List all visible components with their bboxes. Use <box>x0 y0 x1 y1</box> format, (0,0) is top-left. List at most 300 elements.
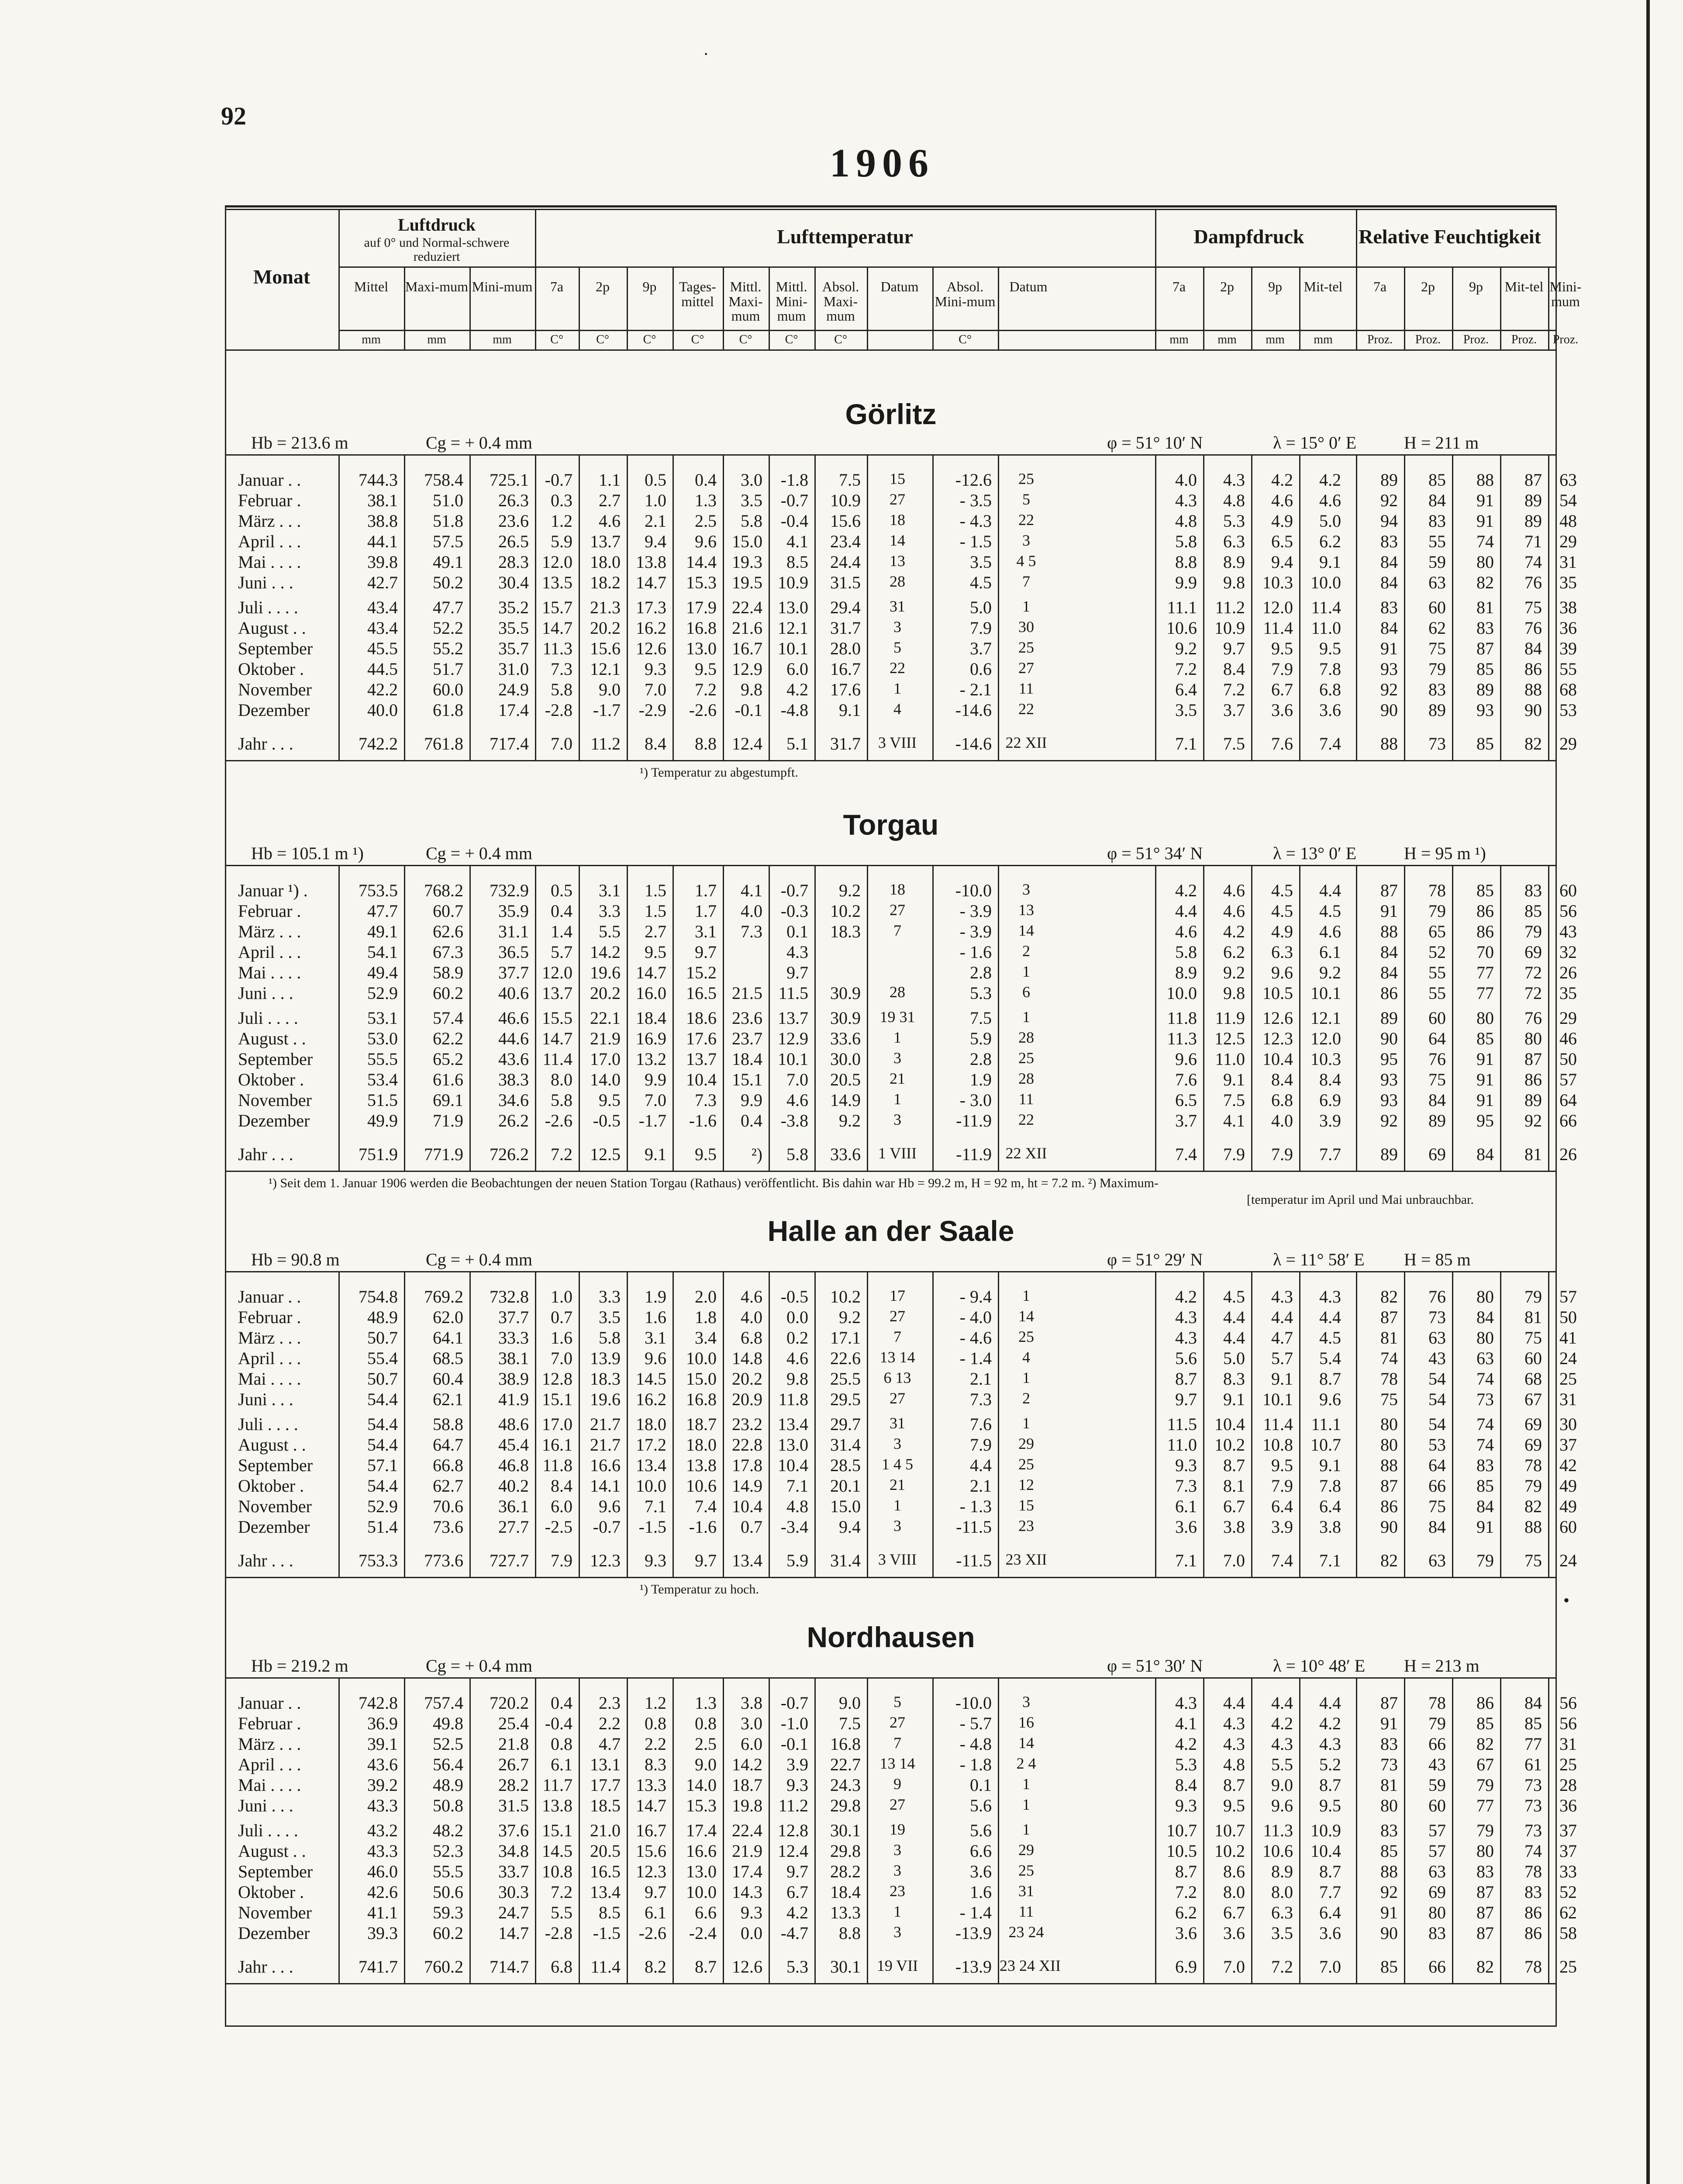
table-cell: 4.2 <box>1175 881 1197 900</box>
table-cell: 21.3 <box>590 598 621 617</box>
section-footnote: ¹) Temperatur zu hoch. <box>640 1582 759 1597</box>
table-cell: 29.7 <box>830 1414 861 1434</box>
month-label: Februar . <box>238 901 301 921</box>
table-cell: -0.3 <box>780 901 808 921</box>
table-cell: 23.2 <box>732 1414 762 1434</box>
table-cell: 88 <box>1524 680 1542 699</box>
table-cell: 11.7 <box>542 1775 572 1795</box>
table-cell: 76 <box>1524 1008 1542 1028</box>
table-cell: -2.5 <box>545 1517 572 1537</box>
column-rule <box>1203 266 1204 349</box>
table-cell: 8.7 <box>1319 1862 1341 1881</box>
table-cell: 9.6 <box>695 532 717 551</box>
table-cell: 3.8 <box>1223 1517 1245 1537</box>
table-cell: 16.9 <box>636 1029 666 1048</box>
table-cell: 71 <box>1524 532 1542 551</box>
table-row <box>225 901 1577 921</box>
table-cell: 85 <box>1476 734 1494 753</box>
table-cell: 9.3 <box>741 1903 762 1922</box>
table-row <box>225 470 1577 490</box>
table-cell: 14.9 <box>732 1476 762 1496</box>
table-cell: 9.9 <box>1175 573 1197 592</box>
table-cell: - 5.7 <box>959 1714 992 1733</box>
table-cell: 4.7 <box>1271 1328 1293 1348</box>
table-cell: 3.6 <box>1223 1923 1245 1943</box>
table-cell: 9.6 <box>1175 1049 1197 1069</box>
table-cell: 34.6 <box>498 1090 529 1110</box>
table-cell: 79 <box>1428 1714 1446 1733</box>
table-cell: 9.4 <box>839 1517 861 1537</box>
table-cell: 43 <box>1559 922 1577 941</box>
table-cell: 13.0 <box>686 1862 717 1881</box>
table-cell: 29.8 <box>830 1841 861 1861</box>
table-cell: 8.1 <box>1223 1476 1245 1496</box>
table-cell: 28 <box>1018 1070 1034 1087</box>
table-row <box>225 1713 1577 1733</box>
table-cell: 21.5 <box>732 983 762 1003</box>
table-cell: 12.9 <box>732 659 762 679</box>
table-cell: 35.2 <box>498 598 529 617</box>
table-cell: 85 <box>1524 901 1542 921</box>
table-cell: 60.7 <box>433 901 463 921</box>
table-cell: 41.1 <box>367 1903 398 1922</box>
month-label: September <box>238 639 313 658</box>
table-cell: 8.4 <box>1175 1775 1197 1795</box>
column-header: Mini-mum <box>1549 279 1582 309</box>
table-cell: 38.1 <box>367 491 398 510</box>
table-cell: 13.0 <box>778 1435 808 1455</box>
table-cell: 66 <box>1428 1957 1446 1977</box>
table-cell: 74 <box>1476 532 1494 551</box>
table-row <box>225 597 1577 617</box>
table-cell: 18.3 <box>590 1369 621 1389</box>
table-cell: 91 <box>1476 511 1494 531</box>
table-cell: -0.4 <box>545 1714 572 1733</box>
column-unit: mm <box>1314 333 1333 346</box>
table-cell: 8.7 <box>1175 1862 1197 1881</box>
table-cell: 24.9 <box>498 680 529 699</box>
table-cell: 84 <box>1524 1693 1542 1713</box>
table-cell: 21 <box>890 1070 905 1087</box>
table-cell: 7.1 <box>1175 1551 1197 1570</box>
table-cell: 3 <box>893 1111 901 1128</box>
table-row <box>225 531 1577 551</box>
table-cell: 15.6 <box>590 639 621 658</box>
table-row <box>225 679 1577 699</box>
table-cell: 51.8 <box>433 511 463 531</box>
table-cell: 85 <box>1476 881 1494 900</box>
table-cell: - 1.5 <box>959 532 992 551</box>
table-cell: 10.2 <box>830 1287 861 1306</box>
table-cell: 33.3 <box>498 1328 529 1348</box>
table-cell: 3 VIII <box>878 1551 917 1568</box>
month-label: Februar . <box>238 491 301 510</box>
table-cell: 84 <box>1380 963 1398 982</box>
table-cell: 6.9 <box>1175 1957 1197 1977</box>
table-cell: 21.6 <box>732 618 762 638</box>
table-cell: 4.5 <box>1223 1287 1245 1306</box>
table-cell: 7.0 <box>1223 1551 1245 1570</box>
table-cell: 2 4 <box>1016 1755 1036 1772</box>
table-cell: 6.1 <box>551 1755 572 1774</box>
table-cell: 12.3 <box>590 1551 621 1570</box>
table-cell: 29 <box>1559 532 1577 551</box>
table-cell: 5.6 <box>1175 1348 1197 1368</box>
table-cell: 18.3 <box>830 922 861 941</box>
table-cell: 13.7 <box>590 532 621 551</box>
table-cell: -0.4 <box>780 511 808 531</box>
table-cell: 7 <box>893 1734 901 1752</box>
table-cell: 86 <box>1524 1903 1542 1922</box>
table-cell: 12 <box>1018 1476 1034 1493</box>
table-cell: 6.4 <box>1175 680 1197 699</box>
table-cell: 6.7 <box>1223 1496 1245 1516</box>
table-cell: 56.4 <box>433 1755 463 1774</box>
table-cell: 9.3 <box>645 659 666 679</box>
table-cell: 15.2 <box>686 963 717 982</box>
table-cell: 74 <box>1380 1348 1398 1368</box>
table-cell: 15.3 <box>686 573 717 592</box>
month-label: Mai . . . . <box>238 963 301 982</box>
table-cell: 7.2 <box>1271 1957 1293 1977</box>
table-cell: 3.4 <box>695 1328 717 1348</box>
table-cell: 7.1 <box>786 1476 808 1496</box>
table-cell: - 3.9 <box>959 901 992 921</box>
table-cell: 52 <box>1428 942 1446 962</box>
table-cell: 36.5 <box>498 942 529 962</box>
table-cell: 67 <box>1476 1755 1494 1774</box>
table-cell: 22 <box>890 659 905 677</box>
table-cell: 20.2 <box>732 1369 762 1389</box>
table-cell: - 4.8 <box>959 1734 992 1754</box>
table-cell: 9.2 <box>1175 639 1197 658</box>
table-cell: 4.3 <box>1319 1287 1341 1306</box>
table-cell: 64 <box>1559 1090 1577 1110</box>
table-cell: 12.0 <box>1311 1029 1341 1048</box>
table-cell: 4.2 <box>786 680 808 699</box>
table-cell: 55.2 <box>433 639 463 658</box>
table-cell: 2.3 <box>599 1693 621 1713</box>
header-lufttemperatur: Lufttemperatur <box>777 225 913 248</box>
table-cell: 91 <box>1380 1714 1398 1733</box>
table-cell: 75 <box>1524 598 1542 617</box>
table-cell: 17.1 <box>830 1328 861 1348</box>
table-cell: -10.0 <box>955 881 992 900</box>
table-cell: 31 <box>1559 552 1577 572</box>
table-cell: 7.6 <box>1175 1070 1197 1089</box>
table-cell: 19.6 <box>590 963 621 982</box>
table-cell: 36.1 <box>498 1496 529 1516</box>
table-cell: 10.0 <box>686 1882 717 1902</box>
table-cell: 79 <box>1476 1821 1494 1840</box>
table-cell: 22 XII <box>1005 734 1047 751</box>
table-cell: -2.6 <box>638 1923 666 1943</box>
month-label: Januar . . <box>238 1693 301 1713</box>
table-cell: 55.5 <box>367 1049 398 1069</box>
table-cell: 1.3 <box>695 491 717 510</box>
table-cell: 18.0 <box>686 1435 717 1455</box>
table-cell: 27.7 <box>498 1517 529 1537</box>
table-cell: 0.7 <box>551 1307 572 1327</box>
table-cell: 8.8 <box>1175 552 1197 572</box>
table-cell: 69 <box>1428 1882 1446 1902</box>
table-cell: 3.3 <box>599 901 621 921</box>
table-cell: 39.2 <box>367 1775 398 1795</box>
table-cell: 80 <box>1380 1435 1398 1455</box>
table-cell: 5.9 <box>786 1551 808 1570</box>
table-cell: 37 <box>1559 1435 1577 1455</box>
table-cell: 1.6 <box>970 1882 992 1902</box>
table-cell: 63 <box>1428 1551 1446 1570</box>
table-cell: 3.6 <box>970 1862 992 1881</box>
table-cell: 3 <box>1022 532 1030 549</box>
table-cell: 54 <box>1559 491 1577 510</box>
table-cell: 8.2 <box>645 1957 666 1977</box>
month-label: Dezember <box>238 1111 310 1130</box>
table-cell: 25.5 <box>830 1369 861 1389</box>
table-cell: 758.4 <box>424 470 463 490</box>
table-cell: 11.3 <box>1167 1029 1197 1048</box>
table-cell: 9.6 <box>1271 1796 1293 1815</box>
table-cell: -1.5 <box>593 1923 621 1943</box>
table-cell: 741.7 <box>359 1957 398 1977</box>
table-cell: 717.4 <box>490 734 529 753</box>
table-cell: 3.1 <box>695 922 717 941</box>
table-cell: 43.3 <box>367 1796 398 1815</box>
table-cell: 14.7 <box>636 963 666 982</box>
table-cell: 30.1 <box>830 1821 861 1840</box>
table-cell: 55.4 <box>367 1348 398 1368</box>
table-cell: 3.6 <box>1175 1517 1197 1537</box>
table-cell: 60 <box>1524 1348 1542 1368</box>
table-cell: 7.9 <box>1271 1144 1293 1164</box>
table-cell: 4.5 <box>970 573 992 592</box>
table-cell: 7.0 <box>551 1348 572 1368</box>
table-cell: 4.6 <box>786 1090 808 1110</box>
table-cell: 5.1 <box>786 734 808 753</box>
table-cell: 0.4 <box>741 1111 762 1130</box>
table-cell: 732.8 <box>490 1287 529 1306</box>
table-cell: 19.8 <box>732 1796 762 1815</box>
table-cell: 8.4 <box>645 734 666 753</box>
table-cell: 27 <box>890 1796 905 1813</box>
table-cell: 14 <box>890 532 905 549</box>
table-cell: 1.0 <box>551 1287 572 1306</box>
table-cell: 38.3 <box>498 1070 529 1089</box>
table-cell: 6.8 <box>551 1957 572 1977</box>
table-cell: 12.3 <box>636 1862 666 1881</box>
table-cell: 3.6 <box>1175 1923 1197 1943</box>
column-header: 9p <box>1268 279 1282 294</box>
table-cell: 3 <box>893 618 901 636</box>
table-cell: 81 <box>1524 1144 1542 1164</box>
table-cell: 83 <box>1380 532 1398 551</box>
table-cell: 30.9 <box>830 983 861 1003</box>
table-cell: 95 <box>1476 1111 1494 1130</box>
table-cell: 1 <box>1022 1414 1030 1432</box>
table-cell: 44.1 <box>367 532 398 551</box>
station-title: Görlitz <box>845 398 937 430</box>
table-cell: 23 24 <box>1008 1923 1044 1941</box>
table-cell: 31 <box>1559 1734 1577 1754</box>
table-cell: 6.0 <box>786 659 808 679</box>
station-cg: Cg = + 0.4 mm <box>426 433 533 453</box>
table-cell: 83 <box>1428 1923 1446 1943</box>
table-cell: 5.5 <box>551 1903 572 1922</box>
table-cell: 75 <box>1428 1070 1446 1089</box>
table-row <box>225 733 1577 753</box>
table-cell: 9.1 <box>1319 1455 1341 1475</box>
table-cell: 35.7 <box>498 639 529 658</box>
table-cell: 55 <box>1428 532 1446 551</box>
table-cell: 93 <box>1380 1090 1398 1110</box>
table-cell: -2.8 <box>545 1923 572 1943</box>
section-footnote-cont: [temperatur im April und Mai unbrauchbar. <box>1247 1192 1474 1207</box>
table-cell: -1.5 <box>638 1517 666 1537</box>
table-cell: 74 <box>1524 552 1542 572</box>
table-cell: 3 <box>893 1517 901 1534</box>
table-cell: 86 <box>1380 983 1398 1003</box>
table-cell: 14.4 <box>686 552 717 572</box>
table-cell: 5.0 <box>970 598 992 617</box>
month-label: Juni . . . <box>238 983 293 1003</box>
table-cell: 78 <box>1524 1957 1542 1977</box>
table-cell: 69 <box>1524 1414 1542 1434</box>
table-cell: 23 <box>890 1882 905 1900</box>
table-cell: 59 <box>1428 1775 1446 1795</box>
table-cell: 9.5 <box>695 1144 717 1164</box>
table-cell: 16.7 <box>636 1821 666 1840</box>
table-cell: 7.6 <box>1271 734 1293 753</box>
table-cell: 18.4 <box>732 1049 762 1069</box>
table-cell: 3.5 <box>1271 1923 1293 1943</box>
table-cell: 5.8 <box>786 1144 808 1164</box>
table-cell: 83 <box>1524 1882 1542 1902</box>
table-cell: 10.0 <box>1166 983 1197 1003</box>
month-label: November <box>238 1090 312 1110</box>
table-cell: 25 <box>1018 1455 1034 1473</box>
station-hb: Hb = 90.8 m <box>251 1250 340 1269</box>
month-label: Dezember <box>238 1923 310 1943</box>
table-cell: 9.5 <box>645 942 666 962</box>
table-row <box>225 1754 1577 1774</box>
table-cell: 7.9 <box>970 1435 992 1455</box>
table-cell: 0.8 <box>551 1734 572 1754</box>
month-label: Mai . . . . <box>238 1369 301 1389</box>
table-cell: 16.6 <box>686 1841 717 1861</box>
table-cell: 13.4 <box>732 1551 762 1570</box>
table-cell: 70.6 <box>433 1496 463 1516</box>
year-title: 1906 <box>830 141 935 185</box>
table-cell: 11.8 <box>542 1455 572 1475</box>
table-cell: -2.6 <box>689 700 717 720</box>
table-cell: 0.5 <box>551 881 572 900</box>
table-cell: -11.5 <box>956 1517 992 1537</box>
table-cell: 28.2 <box>830 1862 861 1881</box>
table-cell: 1 4 5 <box>882 1455 913 1473</box>
table-row <box>225 1734 1577 1754</box>
table-cell: 1.7 <box>695 881 717 900</box>
station-hb: Hb = 105.1 m ¹) <box>251 843 364 863</box>
month-label: Jahr . . . <box>238 734 293 753</box>
table-cell: 17.8 <box>732 1455 762 1475</box>
month-label: Januar . . <box>238 470 301 490</box>
table-cell: 42.7 <box>367 573 398 592</box>
table-cell: 87 <box>1524 470 1542 490</box>
column-header: Maxi-mum <box>405 279 468 294</box>
header-mid-rule <box>338 266 1557 268</box>
column-header: Datum <box>1009 279 1048 294</box>
table-cell: 51.4 <box>367 1517 398 1537</box>
table-cell: 7.7 <box>1319 1144 1341 1164</box>
table-cell: 4.4 <box>970 1455 992 1475</box>
table-cell: 63 <box>1428 573 1446 592</box>
table-cell: 18.5 <box>590 1796 621 1815</box>
table-cell: 92 <box>1380 1111 1398 1130</box>
month-label: September <box>238 1455 313 1475</box>
table-row <box>225 1028 1577 1048</box>
table-cell: 4.4 <box>1223 1307 1245 1327</box>
table-cell: 11 <box>1018 1090 1034 1108</box>
table-cell: 85 <box>1380 1841 1398 1861</box>
table-cell: 16.2 <box>636 618 666 638</box>
table-cell: 9.2 <box>839 881 861 900</box>
column-unit: C° <box>785 333 798 346</box>
table-cell: 10.3 <box>1262 573 1293 592</box>
table-row <box>225 1902 1577 1922</box>
table-cell: 7.5 <box>1223 734 1245 753</box>
table-cell: 30.0 <box>830 1049 861 1069</box>
table-cell: 82 <box>1380 1551 1398 1570</box>
station-lam: λ = 11° 58′ E <box>1273 1250 1365 1269</box>
table-cell: 66 <box>1428 1476 1446 1496</box>
table-cell: 13.4 <box>778 1414 808 1434</box>
table-row <box>225 1775 1577 1795</box>
table-row <box>225 1861 1577 1881</box>
month-label: Jahr . . . <box>238 1551 293 1570</box>
table-cell: 14.5 <box>542 1841 572 1861</box>
table-row <box>225 490 1577 510</box>
table-cell: 23 <box>1018 1517 1034 1534</box>
table-cell: 7.3 <box>970 1389 992 1409</box>
table-cell: 17.6 <box>830 680 861 699</box>
table-cell: 21 <box>890 1476 905 1493</box>
table-cell: 16.5 <box>686 983 717 1003</box>
table-cell: - 4.6 <box>959 1328 992 1348</box>
table-cell: 43 <box>1428 1348 1446 1368</box>
table-cell: 53.1 <box>367 1008 398 1028</box>
table-cell: 8.7 <box>1319 1369 1341 1389</box>
table-cell: 9.1 <box>1223 1070 1245 1089</box>
table-cell: 58 <box>1559 1923 1577 1943</box>
month-label: Oktober . <box>238 659 304 679</box>
table-cell: 12.5 <box>1214 1029 1245 1048</box>
table-cell: 18.0 <box>636 1414 666 1434</box>
station-h: H = 211 m <box>1404 433 1479 453</box>
month-label: Juli . . . . <box>238 598 298 617</box>
table-cell: 79 <box>1476 1775 1494 1795</box>
table-cell: 7.0 <box>786 1070 808 1089</box>
table-cell: 7.5 <box>839 470 861 490</box>
table-cell: 14 <box>1018 922 1034 939</box>
table-cell: 1.5 <box>645 901 666 921</box>
table-cell: 25 <box>1559 1755 1577 1774</box>
table-cell: 73 <box>1380 1755 1398 1774</box>
table-cell: 6.5 <box>1175 1090 1197 1110</box>
table-cell: 9.3 <box>786 1775 808 1795</box>
table-cell: - 1.4 <box>959 1348 992 1368</box>
table-cell: 4.8 <box>786 1496 808 1516</box>
